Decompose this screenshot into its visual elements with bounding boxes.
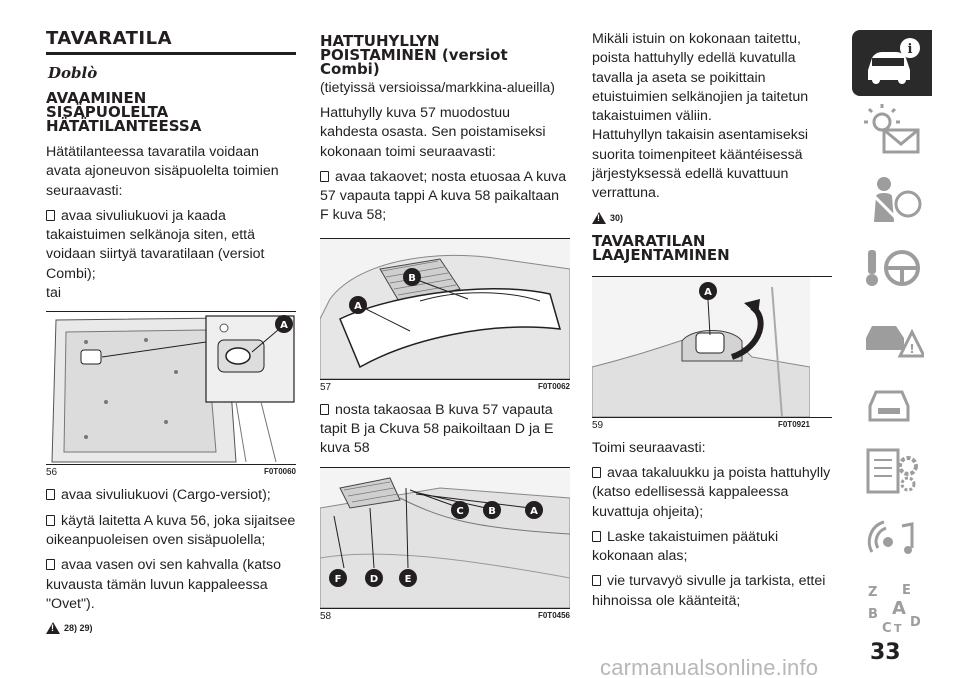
figure-56 xyxy=(46,311,296,465)
or-text: tai xyxy=(46,285,61,302)
figure-number: 58 xyxy=(320,610,332,622)
checkbox-bullet-icon xyxy=(320,404,329,415)
warning-reference xyxy=(46,622,296,634)
subtitle-line: AVAAMINEN xyxy=(46,89,147,107)
chapter-tab-index[interactable] xyxy=(852,574,932,640)
warning-reference xyxy=(592,212,832,224)
svg-text:i: i xyxy=(907,42,913,57)
checkbox-bullet-icon xyxy=(592,467,601,478)
version-note: (tietyissä versioissa/markkina-alueilla) xyxy=(320,79,555,95)
svg-text:Z: Z xyxy=(868,585,878,600)
figure-label-e: E xyxy=(404,573,412,585)
section-title-line: HATTUHYLLYN xyxy=(320,32,440,50)
figure-code: F0T0921 xyxy=(777,419,810,429)
svg-text:E: E xyxy=(902,583,911,598)
figure-label-a: A xyxy=(704,286,712,298)
chapter-tab-starting[interactable] xyxy=(852,234,932,300)
parcel-shelf-illustration xyxy=(320,239,570,379)
figure-code: F0T0060 xyxy=(263,467,296,477)
chapter-tab-multimedia[interactable] xyxy=(852,506,932,572)
car-service-icon xyxy=(862,376,924,430)
bullet-item xyxy=(46,486,296,505)
svg-text:C: C xyxy=(882,621,892,634)
chapter-tab-warning-lights[interactable] xyxy=(852,98,932,164)
bullet-item xyxy=(320,168,570,226)
warning-lights-icon xyxy=(862,104,924,158)
figure-code: F0T0456 xyxy=(537,610,570,620)
figure-code: F0T0062 xyxy=(537,381,570,391)
paragraph: Hattuhyllyn takaisin asentamiseksi suorita toimenpiteet kääntéisessä järjestyksessä edellä kuvattuun verrattuna. xyxy=(592,127,809,202)
bullet-text: avaa takaovet; nosta etuosaa A kuva 57 vapauta tappi A kuva 58 paikaltaan F kuva 58; xyxy=(320,168,567,224)
figure-58 xyxy=(320,467,570,609)
chapter-tab-car-info[interactable] xyxy=(852,30,932,96)
shelf-pins-illustration xyxy=(320,468,570,608)
figure-caption xyxy=(320,380,570,393)
bullet-item xyxy=(592,464,832,522)
page-number: 33 xyxy=(870,640,901,665)
figure-caption xyxy=(320,609,570,622)
figure-label-a: A xyxy=(280,320,288,332)
subtitle-line: SISÄPUOLELTA xyxy=(46,103,169,121)
bullet-item xyxy=(46,207,296,284)
figure-label-a: A xyxy=(354,300,362,312)
warning-refs-text: 28) 29) xyxy=(64,623,93,634)
column-1 xyxy=(46,30,296,634)
bullet-text: avaa takaluukku ja poista hattuhylly (katso edellisessä kappaleessa kuvattuja ohjeita); xyxy=(592,464,831,520)
bullet-text: avaa vasen ovi sen kahvalla (katso kuvausta tämän luvun kappaleessa "Ovet"). xyxy=(46,557,282,612)
specifications-icon xyxy=(862,444,924,498)
svg-text:D: D xyxy=(910,615,921,630)
warning-refs-text: 30) xyxy=(610,212,624,223)
bullet-item xyxy=(46,556,296,614)
svg-text:!: ! xyxy=(909,342,915,356)
column-3 xyxy=(592,30,832,611)
figure-label-b: B xyxy=(408,272,416,284)
figure-label-f: F xyxy=(334,573,342,585)
seatbelt-airbag-icon xyxy=(862,172,924,226)
checkbox-bullet-icon xyxy=(320,171,329,182)
multimedia-icon xyxy=(862,512,924,566)
bullet-text: avaa sivuliukuovi ja kaada takaistuimen selkänoja siten, että voidaan siirtyä tavaratilaan (versiot Combi); xyxy=(46,207,265,282)
svg-text:B: B xyxy=(868,607,878,622)
figure-caption xyxy=(46,465,296,478)
subtitle-line: HÄTÄTILANTEESSA xyxy=(46,117,202,135)
warning-triangle-icon xyxy=(592,212,606,224)
figure-number: 56 xyxy=(46,467,58,479)
figure-label-c: C xyxy=(456,505,464,517)
figure-57 xyxy=(320,238,570,380)
figure-label-b: B xyxy=(488,505,496,517)
index-icon xyxy=(862,580,924,634)
subtitle-line: TAVARATILAN xyxy=(592,231,706,250)
column-2 xyxy=(320,34,570,622)
paragraph: Mikäli istuin on kokonaan taitettu, poista hattuhylly edellä kuvatulla tavalla ja aseta se poikittain etuistuimien selkänojien ja taitetun takaistuimen väliin. xyxy=(592,31,809,125)
chapter-tab-technical-data[interactable] xyxy=(852,438,932,504)
bullet-text: Laske takaistuimen päätuki kokonaan alas; xyxy=(592,528,779,565)
headrest-illustration xyxy=(592,277,810,417)
section-title-tavaratila: TAVARATILA xyxy=(46,28,172,49)
checkbox-bullet-icon xyxy=(46,489,55,500)
section-title-line: Combi) xyxy=(320,60,380,78)
figure-label-d: D xyxy=(369,573,379,585)
bullet-text: nosta takaosaa B kuva 57 vapauta tapit B ja Ckuva 58 paikoiltaan D ja E kuva 58 xyxy=(320,401,554,457)
figure-caption xyxy=(592,418,810,431)
figure-number: 57 xyxy=(320,381,332,393)
svg-text:T: T xyxy=(894,622,902,634)
breakdown-icon xyxy=(862,308,924,362)
checkbox-bullet-icon xyxy=(46,210,55,221)
checkbox-bullet-icon xyxy=(592,575,601,586)
intro-paragraph: Hattuhylly kuva 57 muodostuu kahdesta osasta. Sen poistamiseksi kokonaan toimi seuraavasti: xyxy=(320,105,546,160)
bullet-text: vie turvavyö sivulle ja tarkista, ettei hihnoissa ole kääntеitä; xyxy=(592,573,826,609)
car-info-icon xyxy=(862,36,924,90)
bullet-text: avaa sivuliukuovi (Cargo-versiot); xyxy=(61,487,271,504)
bullet-item xyxy=(592,572,832,611)
intro-paragraph: Hätätilanteessa tavaratila voidaan avata ajoneuvon sisäpuolelta toimien seuraavasti: xyxy=(46,144,279,199)
chapter-tab-safety[interactable] xyxy=(852,166,932,232)
intro-paragraph: Toimi seuraavasti: xyxy=(592,439,706,456)
chapter-nav-rail xyxy=(852,30,932,642)
bullet-item xyxy=(46,512,296,551)
bullet-item xyxy=(320,401,570,459)
figure-59 xyxy=(592,276,832,418)
checkbox-bullet-icon xyxy=(46,559,55,570)
watermark: carmanualsonline.info xyxy=(600,655,819,678)
key-steering-wheel-icon xyxy=(862,240,924,294)
door-latch-illustration xyxy=(46,312,296,464)
bullet-item xyxy=(592,528,832,567)
model-logo xyxy=(46,63,296,83)
chapter-tab-maintenance[interactable] xyxy=(852,370,932,436)
logo-text: Doblò xyxy=(48,64,98,82)
chapter-tab-emergency[interactable] xyxy=(852,302,932,368)
figure-label-a: A xyxy=(530,505,538,517)
checkbox-bullet-icon xyxy=(46,515,55,526)
section-title-line: POISTAMINEN (versiot xyxy=(320,46,508,64)
figure-number: 59 xyxy=(592,419,604,431)
subtitle-line: LAAJENTAMINEN xyxy=(592,245,730,264)
warning-triangle-icon xyxy=(46,622,60,634)
checkbox-bullet-icon xyxy=(592,531,601,542)
bullet-text: käytä laitetta A kuva 56, joka sijaitsee oikeanpuoleisen oven sisäpuolella; xyxy=(46,512,296,548)
title-rule xyxy=(46,52,296,55)
svg-text:A: A xyxy=(892,598,906,619)
